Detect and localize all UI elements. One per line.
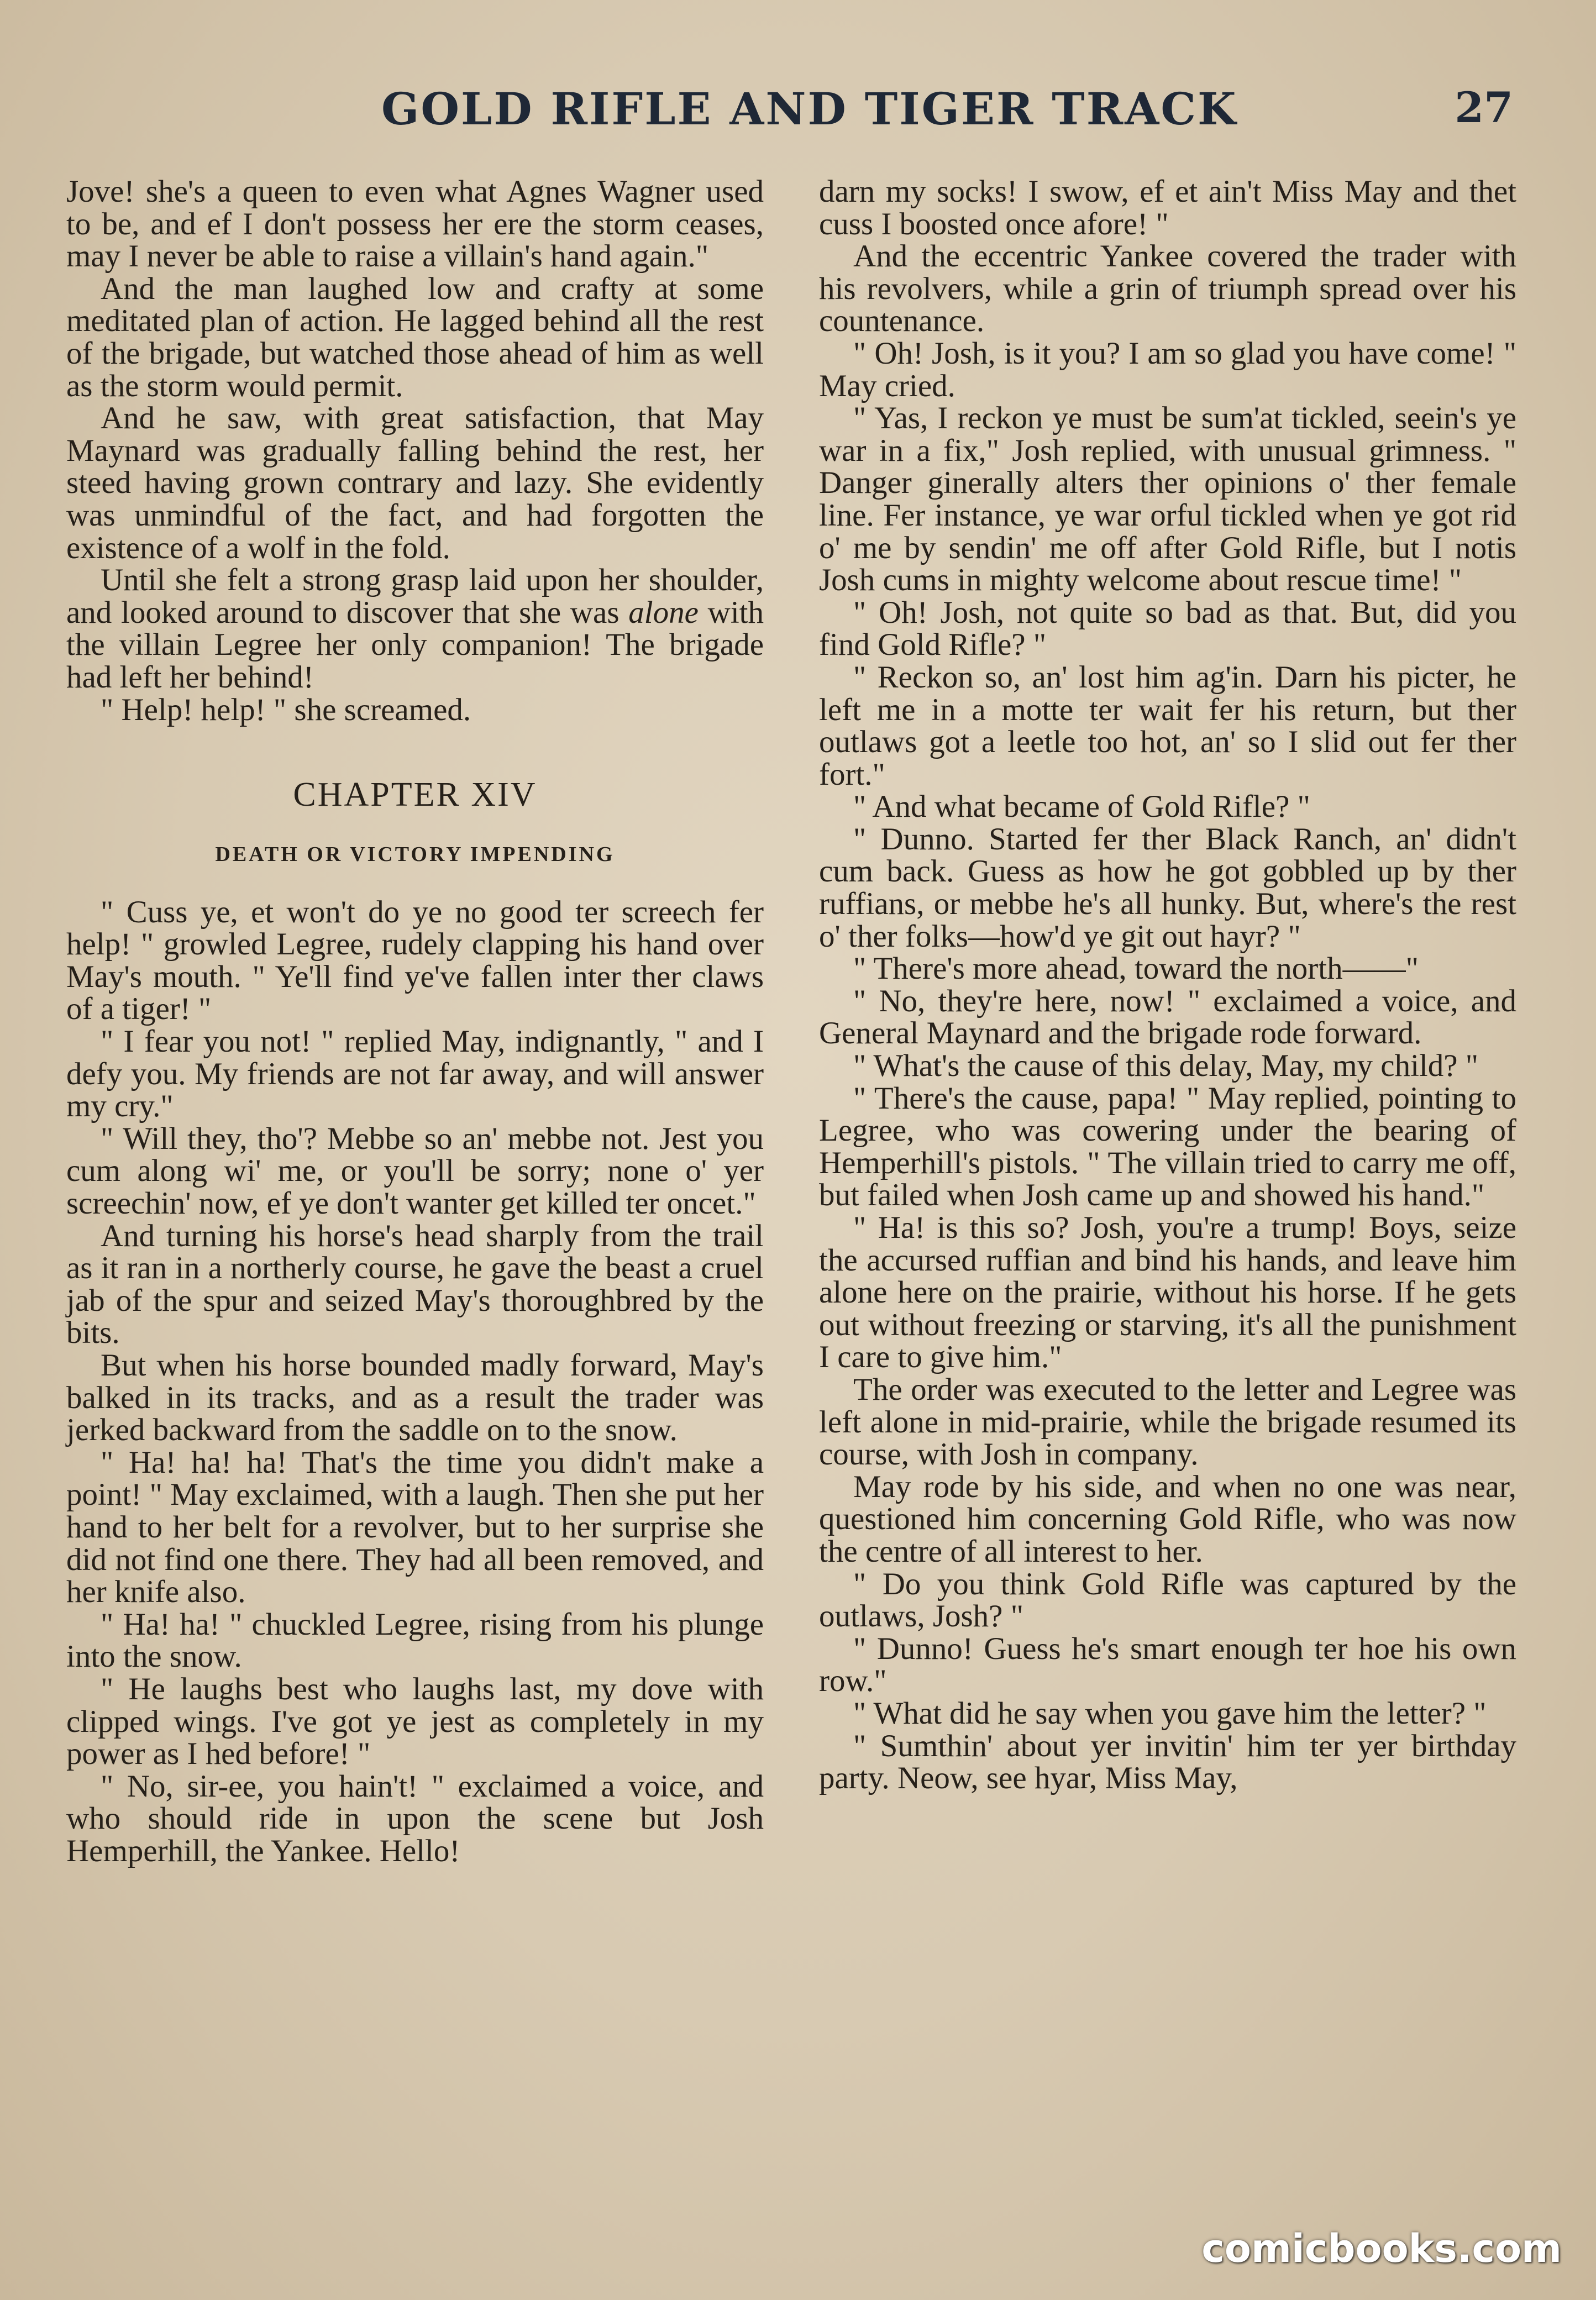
running-title: GOLD RIFLE AND TIGER TRACK — [381, 83, 1238, 135]
text-run: Until she felt a strong grasp laid upon her shoulder, and looked around to discover that she was — [66, 563, 764, 630]
watermark: comicbooks.com — [1201, 2226, 1562, 2271]
paragraph: And the eccentric Yankee covered the trader with his revolvers, while a grin of triumph spread over his countenance. — [819, 239, 1516, 339]
paragraph: " No, they're here, now! " exclaimed a voice, and General Maynard and the brigade rode forward. — [819, 983, 1516, 1051]
paragraph: But when his horse bounded madly forward, May's balked in its tracks, and as a result the trader was jerked backward from the saddle on to the snow. — [66, 1348, 764, 1448]
paragraph: " Oh! Josh, not quite so bad as that. But, did you find Gold Rifle? " — [819, 595, 1516, 663]
emphasis-text: alone — [628, 595, 699, 630]
paragraph: " Reckon so, an' lost him ag'in. Darn his picter, he left me in a motte ter wait fer his return, but ther outlaws got a leetle too hot, an' so I slid out fer ther fort." — [819, 659, 1516, 792]
right-column — [819, 176, 1516, 1795]
page-number: 27 — [1455, 83, 1513, 132]
paragraph: " Ha! ha! " chuckled Legree, rising from his plunge into the snow. — [66, 1606, 764, 1674]
chapter-heading: CHAPTER XIV — [293, 776, 537, 814]
paragraph: " What's the cause of this delay, May, my child? " — [853, 1048, 1479, 1084]
running-head — [0, 83, 1596, 144]
paragraph: " There's more ahead, toward the north——" — [853, 951, 1419, 986]
paragraph: And the man laughed low and crafty at some meditated plan of action. He lagged behind all the rest of the brigade, but watched those ahead of him as well as the storm would permit. — [66, 271, 764, 403]
paragraph: " Ha! is this so? Josh, you're a trump! Boys, seize the accursed ruffian and bind his hands, and leave him alone here on the prairie, without his horse. If he gets out without freezing or starving, it's all the punishment I care to give him." — [819, 1210, 1516, 1375]
paragraph: " Help! help! " she screamed. — [101, 692, 471, 727]
paragraph: " Sumthin' about yer invitin' him ter yer birthday party. Neow, see hyar, Miss May, — [819, 1728, 1516, 1796]
paragraph: " Dunno! Guess he's smart enough ter hoe his own row." — [819, 1631, 1516, 1699]
paragraph: " Do you think Gold Rifle was captured by the outlaws, Josh? " — [819, 1566, 1516, 1634]
text-run: with the villain Legree her only companion! The brigade had left her behind! — [66, 595, 764, 695]
paragraph: " And what became of Gold Rifle? " — [853, 789, 1310, 825]
paragraph: The order was executed to the letter and Legree was left alone in mid-prairie, while the brigade resumed its course, with Josh in company. — [819, 1372, 1516, 1472]
paragraph: And he saw, with great satisfaction, that May Maynard was gradually falling behind the rest, her steed having grown contrary and lazy. She evidently was unmindful of the fact, and had forgotten the existence of a wolf in the fold. — [66, 401, 764, 565]
paragraph: " What did he say when you gave him the letter? " — [853, 1695, 1487, 1731]
paragraph: " No, sir-ee, you hain't! " exclaimed a voice, and who should ride in upon the scene but Josh Hemperhill, the Yankee. Hello! — [66, 1768, 764, 1868]
chapter-subtitle: DEATH OR VICTORY IMPENDING — [215, 843, 615, 867]
paragraph: " There's the cause, papa! " May replied, pointing to Legree, who was cowering under the bearing of Hemperhill's pistols. " The villain tried to carry me off, but failed when Josh came up and showed his hand." — [819, 1080, 1516, 1213]
paragraph: " Dunno. Started fer ther Black Ranch, an' didn't cum back. Guess as how he got gobbled up by ther ruffians, or mebbe he's all hunky. But, where's the rest o' ther folks—how'd ye git out hayr? " — [819, 821, 1516, 954]
paragraph: " Oh! Josh, is it you? I am so glad you have come! " May cried. — [819, 335, 1516, 403]
paragraph: " Ha! ha! ha! That's the time you didn't make a point! " May exclaimed, with a laugh. Then she put her hand to her belt for a revolver, but to her surprise she did not find one there. They had all been removed, and her knife also. — [66, 1445, 764, 1610]
paragraph: " Yas, I reckon ye must be sum'at tickled, seein's ye war in a fix," Josh replied, with unusual grimness. " Danger ginerally alters ther opinions o' ther female line. Fer instance, ye war orful tickled when ye got rid o' me by sendin' me off after Gold Rifle, but I notis Josh cums in mighty welcome about rescue time! " — [819, 401, 1516, 598]
paragraph: May rode by his side, and when no one was near, questioned him concerning Gold Rifle, who was now the centre of all interest to her. — [819, 1469, 1516, 1569]
paragraph: " I fear you not! " replied May, indignantly, " and I defy you. My friends are not far away, and will answer my cry." — [66, 1024, 764, 1124]
paragraph: darn my socks! I swow, ef et ain't Miss May and thet cuss I boosted once afore! " — [819, 174, 1516, 241]
paragraph: Jove! she's a queen to even what Agnes Wagner used to be, and ef I don't possess her ere the storm ceases, may I never be able to raise a villain's hand again." — [66, 174, 764, 274]
paragraph — [66, 564, 764, 694]
paragraph: " He laughs best who laughs last, my dove with clipped wings. I've got ye jest as completely in my power as I hed before! " — [66, 1671, 764, 1772]
paragraph: " Will they, tho'? Mebbe so an' mebbe not. Jest you cum along wi' me, or you'll be sorry; none o' yer screechin' now, ef ye don't wanter get killed ter oncet." — [66, 1121, 764, 1221]
left-column — [66, 176, 764, 1868]
paragraph: " Cuss ye, et won't do ye no good ter screech fer help! " growled Legree, rudely clapping his hand over May's mouth. " Ye'll find ye've fallen inter ther claws of a tiger! " — [66, 894, 764, 1027]
paragraph: And turning his horse's head sharply from the trail as it ran in a northerly course, he gave the beast a cruel jab of the spur and seized May's thoroughbred by the bits. — [66, 1218, 764, 1351]
